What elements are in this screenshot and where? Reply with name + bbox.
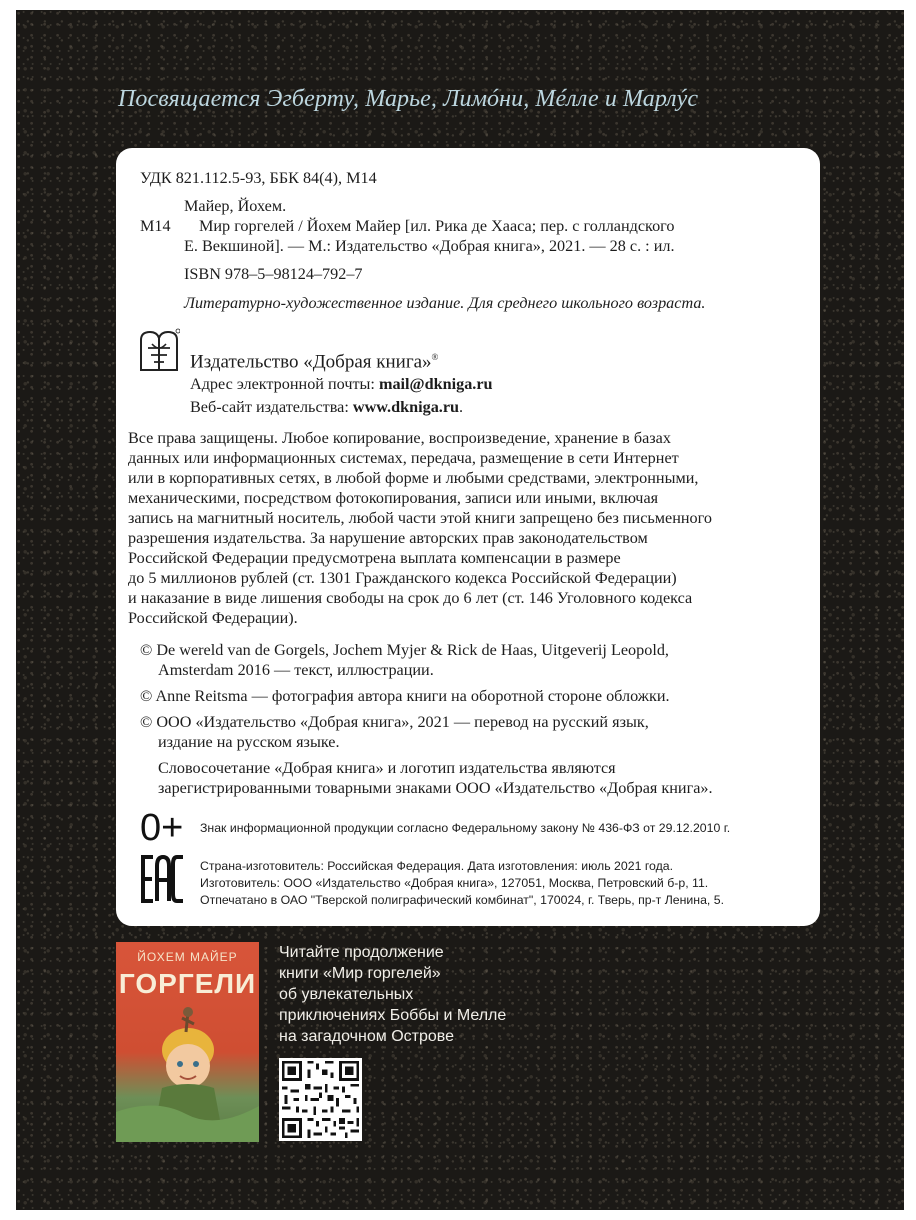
- rights-line: Все права защищены. Любое копирование, воспроизведение, хранение в базах: [128, 429, 671, 447]
- promo-line: приключениях Боббы и Мелле: [279, 1007, 507, 1024]
- genre-note: Литературно-художественное издание. Для среднего школьного возраста.: [184, 294, 706, 312]
- rights-line: Российской Федерации предусмотрена выплата компенсации в размере: [128, 549, 621, 567]
- promo-line: об увлекательных: [279, 986, 414, 1003]
- sequel-promo-text: [279, 942, 506, 1047]
- copyright-translation-cont: издание на русском языке.: [158, 733, 340, 751]
- sequel-cover-image: [116, 942, 259, 1142]
- catalog-code: М14: [140, 217, 171, 235]
- trademark-note: Словосочетание «Добрая книга» и логотип издательства являются: [158, 759, 616, 777]
- rights-line: механическими, посредством фотокопирования, записи или иными, включая: [128, 489, 659, 507]
- publisher-website: Веб-сайт издательства: www.dkniga.ru.: [190, 398, 464, 416]
- udk-line: УДК 821.112.5-93, ББК 84(4), М14: [140, 169, 377, 187]
- age-rating: 0+: [140, 807, 184, 849]
- dedication: Посвящается Эгберту, Марье, Лимóни, Мéлле и Марлýс: [118, 86, 699, 112]
- promo-line: книги «Мир горгелей»: [279, 965, 441, 982]
- rights-line: или в корпоративных сетях, в любой форме и любыми средствами, электронными,: [128, 469, 699, 487]
- promo-line: Читайте продолжение: [279, 944, 444, 961]
- rights-line: Российской Федерации).: [128, 609, 298, 627]
- cover-title: ГОРГЕЛИ: [118, 968, 257, 999]
- email-link[interactable]: mail@dkniga.ru: [378, 375, 493, 393]
- manufacturer-line: Изготовитель: ООО «Издательство «Добрая книга», 127051, Москва, Петровский б-р, 11.: [200, 876, 709, 890]
- manufacturer-line: Страна-изготовитель: Российская Федерация. Дата изготовления: июль 2021 года.: [200, 859, 674, 873]
- copyright-photo: © Anne Reitsma — фотография автора книги на оборотной стороне обложки.: [140, 687, 670, 705]
- qr-code-icon[interactable]: [279, 1058, 362, 1141]
- copyright-original-cont: Amsterdam 2016 — текст, иллюстрации.: [158, 661, 434, 679]
- imprint-card: [116, 148, 820, 926]
- manufacturer-line: Отпечатано в ОАО "Тверской полиграфический комбинат", 170024, г. Тверь, пр-т Ленина, 5.: [200, 893, 725, 907]
- publisher-name: Издательство «Добрая книга»®: [190, 351, 439, 373]
- rights-line: запись на магнитный носитель, любой части этой книги запрещено без письменного: [128, 509, 712, 527]
- publisher-email: Адрес электронной почты: mail@dkniga.ru: [190, 375, 493, 393]
- isbn: ISBN 978–5–98124–792–7: [184, 265, 363, 283]
- description-line-1: Мир горгелей / Йохем Майер [ил. Рика де Хааса; пер. с голландского: [199, 217, 675, 235]
- description-line-2: Е. Векшиной]. — М.: Издательство «Добрая книга», 2021. — 28 с. : ил.: [184, 237, 675, 255]
- rights-line: и наказание в виде лишения свободы на срок до 6 лет (ст. 146 Уголовного кодекса: [128, 589, 693, 607]
- copyright-translation: © ООО «Издательство «Добрая книга», 2021 — перевод на русский язык,: [140, 713, 649, 731]
- cover-illustration: [116, 1002, 259, 1142]
- publisher-logo-icon: [138, 328, 180, 372]
- eac-mark-icon: [140, 854, 186, 904]
- author-entry: Майер, Йохем.: [184, 197, 287, 215]
- rights-line: до 5 миллионов рублей (ст. 1301 Гражданского кодекса Российской Федерации): [128, 569, 677, 587]
- copyright-original: © De wereld van de Gorgels, Jochem Myjer & Rick de Haas, Uitgeverij Leopold,: [140, 641, 669, 659]
- promo-line: на загадочном Острове: [279, 1028, 454, 1045]
- website-link[interactable]: www.dkniga.ru: [352, 398, 460, 416]
- rights-line: разрешения издательства. За нарушение авторских прав законодательством: [128, 529, 648, 547]
- rights-line: данных или информационных системах, передача, размещение в сети Интернет: [128, 449, 679, 467]
- age-rating-note: Знак информационной продукции согласно Федеральному закону № 436-ФЗ от 29.12.2010 г.: [200, 821, 731, 835]
- cover-author: ЙОХЕМ МАЙЕР: [137, 950, 238, 964]
- trademark-note-cont: зарегистрированными товарными знаками ООО «Издательство «Добрая книга».: [158, 779, 713, 797]
